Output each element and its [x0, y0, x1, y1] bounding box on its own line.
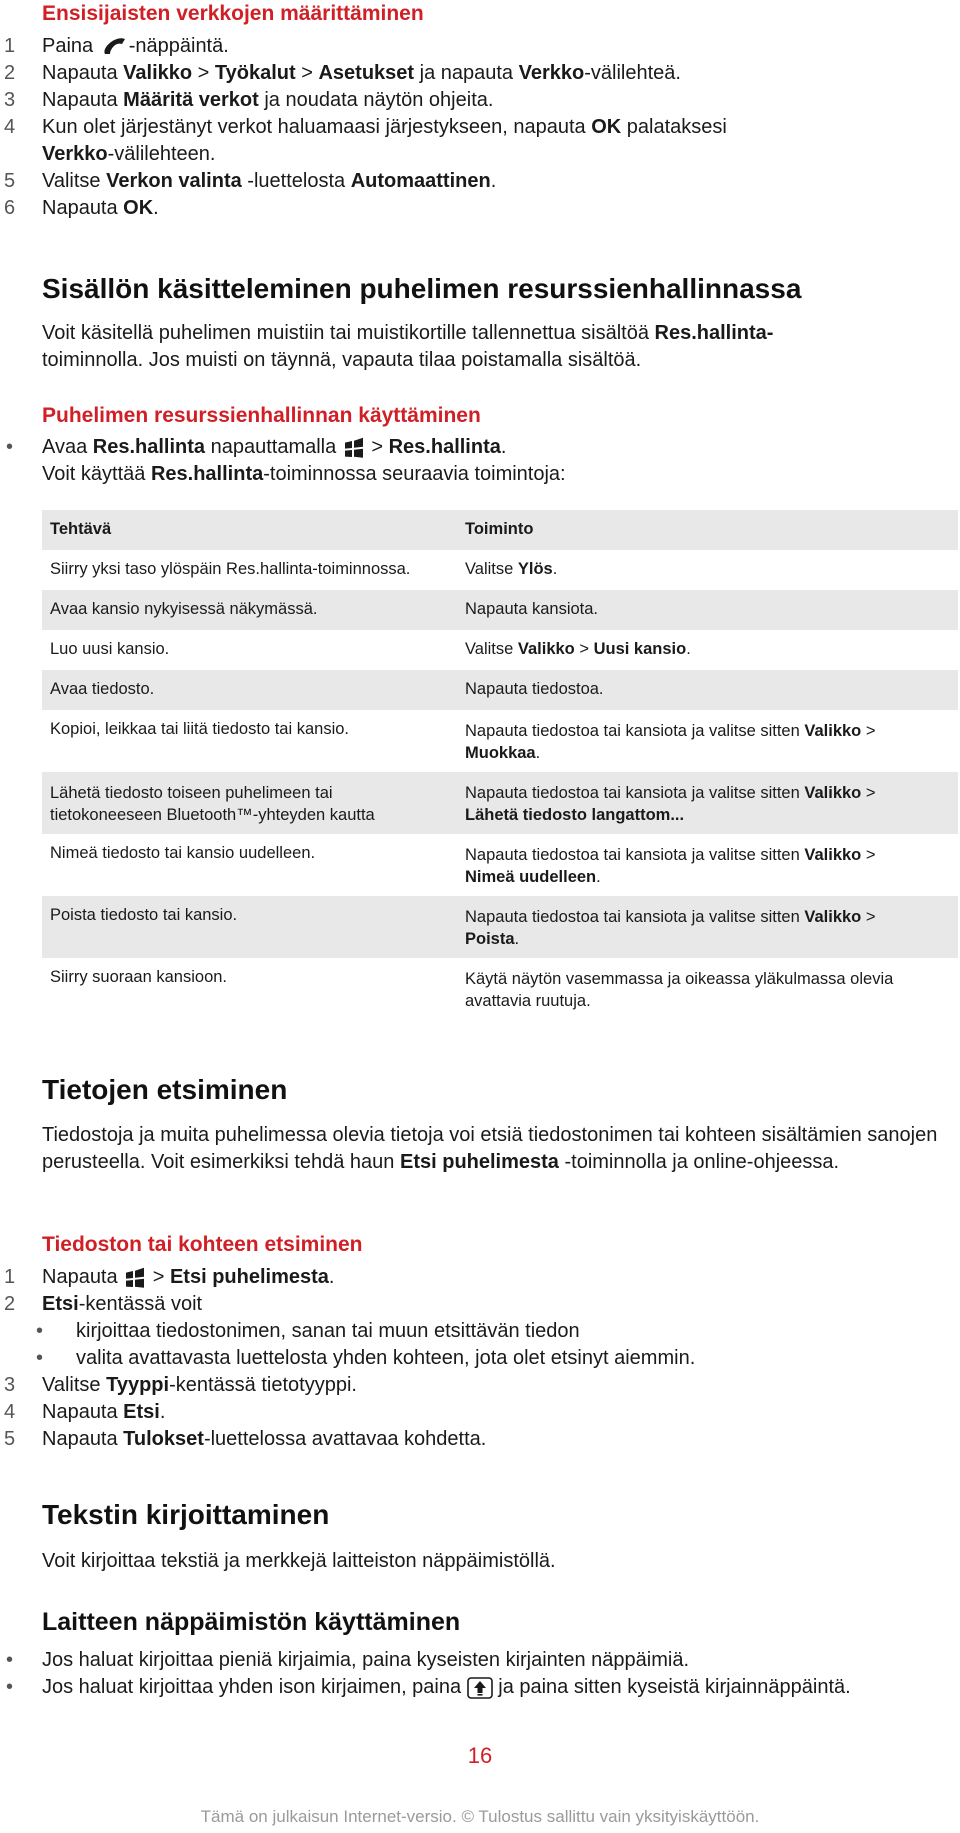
- file-manager-intro: [42, 320, 942, 374]
- row-action: [465, 640, 691, 659]
- intro-text: Voit käsitellä puhelimen muistiin tai muistikortille tallennettua sisältöä: [42, 322, 655, 344]
- action-term: Muokkaa: [465, 744, 536, 762]
- step-text: Kun olet järjestänyt verkot haluamaasi järjestykseen, napauta: [42, 116, 592, 138]
- windows-start-icon: [342, 437, 366, 459]
- table-row: [42, 896, 958, 958]
- step-text: -välilehteä.: [584, 62, 681, 84]
- step-number: 1: [4, 35, 16, 57]
- row-task: Luo uusi kansio.: [50, 640, 170, 658]
- step-4: [0, 114, 930, 168]
- menu-term: Automaattinen: [350, 170, 491, 192]
- step-text: Napauta: [42, 1266, 124, 1288]
- column-header-task: Tehtävä: [50, 520, 112, 538]
- menu-term: Tulokset: [123, 1428, 204, 1450]
- section-title: Ensisijaisten verkkojen määrittäminen: [42, 2, 424, 25]
- action-term: Valikko: [804, 908, 862, 926]
- table-row: [42, 710, 958, 772]
- step-text: ja noudata näytön ohjeita.: [258, 89, 494, 111]
- row-task: Lähetä tiedosto toiseen puhelimeen tai tietokoneeseen Bluetooth™-yhteyden kautta: [50, 784, 375, 824]
- step-text: Napauta: [42, 1428, 124, 1450]
- step-2: [0, 1291, 930, 1318]
- bullet-text: kirjoittaa tiedostonimen, sanan tai muun etsittävän tiedon: [76, 1320, 580, 1342]
- step-2: [0, 60, 930, 87]
- keyboard-bullet: [0, 1647, 960, 1674]
- action-text: >: [861, 784, 876, 802]
- table-row: [42, 834, 958, 896]
- intro-text: Tiedostoja ja muita puhelimessa olevia tietoja voi etsiä tiedostonimen tai kohteen sisältämien sanojen perusteella. Voit esimerkiksi tehdä haun: [42, 1124, 938, 1173]
- action-text: .: [535, 744, 541, 762]
- step-text: >: [295, 62, 319, 84]
- menu-term: Verkon valinta: [106, 170, 242, 192]
- search-sub-list: [0, 1318, 930, 1372]
- action-term: Valikko: [804, 846, 862, 864]
- step-number: 2: [4, 1293, 16, 1315]
- action-text: Napauta tiedostoa tai kansiota ja valitse sitten: [465, 908, 805, 926]
- action-term: Valikko: [804, 722, 862, 740]
- bullet-text: napauttamalla: [205, 436, 342, 458]
- bullet-text: Jos haluat kirjoittaa pieniä kirjaimia, paina kyseisten kirjainten näppäimiä.: [42, 1649, 690, 1671]
- step-3: [0, 87, 930, 114]
- step-number: 2: [4, 62, 16, 84]
- row-action: Napauta kansiota.: [465, 600, 599, 618]
- row-action: [465, 782, 945, 826]
- action-text: >: [861, 722, 876, 740]
- column-header-action: Toiminto: [465, 520, 534, 538]
- step-3: [0, 1372, 930, 1399]
- menu-term: Etsi: [42, 1293, 79, 1315]
- step-number: 4: [4, 116, 16, 138]
- step-1: [0, 33, 930, 60]
- section-title-file-manager: Sisällön käsitteleminen puhelimen resurssienhallinnassa: [42, 273, 802, 304]
- bullet-text: Jos haluat kirjoittaa yhden ison kirjaimen, paina: [42, 1676, 467, 1698]
- sub-bullet: [0, 1318, 930, 1345]
- action-text: >: [861, 846, 876, 864]
- text-input-intro: Voit kirjoittaa tekstiä ja merkkejä laitteiston näppäimistöllä.: [42, 1550, 556, 1572]
- row-task: Poista tiedosto tai kansio.: [50, 906, 238, 924]
- action-term: Lähetä tiedosto langattom...: [465, 806, 685, 824]
- bullet-text: ja paina sitten kyseistä kirjainnäppäintä.: [492, 1676, 851, 1698]
- intro-text: -toiminnolla ja online-ohjeessa.: [558, 1151, 840, 1173]
- action-term: Nimeä uudelleen: [465, 868, 597, 886]
- step-number: 3: [4, 1374, 16, 1396]
- menu-term: Työkalut: [214, 62, 296, 84]
- action-term: Valikko: [517, 640, 575, 658]
- search-steps-list-cont: [0, 1372, 930, 1453]
- intro-text: . Jos muisti on täynnä, vapauta tilaa poistamalla sisältöä.: [137, 349, 642, 371]
- action-text: .: [552, 560, 558, 578]
- row-action: [465, 560, 557, 579]
- app-name: Res.hallinta: [92, 436, 206, 458]
- bullet-text: .: [500, 436, 507, 458]
- shift-key-icon: [467, 1677, 493, 1699]
- action-text: Valitse: [465, 640, 518, 658]
- step-text: Napauta: [42, 62, 124, 84]
- section-title-text-input: Tekstin kirjoittaminen: [42, 1499, 330, 1530]
- step-text: Valitse: [42, 170, 107, 192]
- steps-list: [0, 33, 930, 222]
- app-name: Res.hallinta: [150, 463, 264, 485]
- table-row: [42, 772, 958, 834]
- menu-term: OK: [123, 197, 154, 219]
- bullet-dot: •: [6, 1676, 14, 1698]
- step-number: 4: [4, 1401, 16, 1423]
- bullet-dot: •: [36, 1347, 44, 1369]
- actions-table: [42, 510, 958, 1013]
- line-text: -toiminnossa seuraavia toimintoja:: [263, 463, 566, 485]
- step-text: .: [153, 197, 159, 219]
- step-4: [0, 1399, 930, 1426]
- row-task: Siirry suoraan kansioon.: [50, 968, 228, 986]
- usage-line: [42, 461, 566, 488]
- menu-term: OK: [591, 116, 622, 138]
- action-text: Valitse: [465, 560, 518, 578]
- step-5: [0, 1426, 930, 1453]
- step-text: >: [147, 1266, 170, 1288]
- action-text: >: [861, 908, 876, 926]
- step-number: 5: [4, 1428, 16, 1450]
- menu-term: Määritä verkot: [123, 89, 259, 111]
- step-number: 3: [4, 89, 16, 111]
- action-text: .: [686, 640, 691, 658]
- bullet-text: valita avattavasta luettelosta yhden kohteen, jota olet etsinyt aiemmin.: [76, 1347, 696, 1369]
- step-text: Napauta: [42, 197, 124, 219]
- menu-term: Verkko: [518, 62, 585, 84]
- step-text: -näppäintä.: [128, 35, 229, 57]
- step-text: Napauta: [42, 1401, 124, 1423]
- keyboard-list: [0, 1647, 960, 1701]
- action-term: Ylös: [517, 560, 553, 578]
- app-name: Etsi puhelimesta: [399, 1151, 559, 1173]
- menu-term: Tyyppi: [106, 1374, 170, 1396]
- action-text: .: [514, 930, 520, 948]
- line-text: Voit käyttää: [42, 463, 151, 485]
- action-text: .: [596, 868, 601, 886]
- step-text: -kentässä voit: [78, 1293, 203, 1315]
- row-action: Käytä näytön vasemmassa ja oikeassa yläkulmassa olevia avattavia ruutuja.: [465, 970, 894, 1010]
- menu-term: Etsi: [123, 1401, 160, 1423]
- usage-list: [0, 434, 930, 461]
- menu-term: Valikko: [123, 62, 193, 84]
- app-name: Res.hallinta-: [654, 322, 774, 344]
- row-action: [465, 844, 945, 888]
- keyboard-bullet: [0, 1674, 960, 1701]
- step-text: >: [192, 62, 215, 84]
- subsection-title: Tiedoston tai kohteen etsiminen: [42, 1233, 363, 1256]
- footer-note: Tämä on julkaisun Internet-versio. © Tulostus sallittu vain yksityiskäyttöön.: [200, 1807, 760, 1826]
- step-text: .: [159, 1401, 166, 1423]
- bullet-dot: •: [36, 1320, 44, 1342]
- action-term: Valikko: [804, 784, 862, 802]
- table-row: [42, 590, 958, 630]
- intro-text: toiminnolla: [42, 349, 138, 371]
- bullet-text: >: [365, 436, 389, 458]
- action-text: Napauta tiedostoa tai kansiota ja valitse sitten: [465, 846, 805, 864]
- menu-term: Asetukset: [318, 62, 415, 84]
- step-text: -kentässä tietotyyppi.: [169, 1374, 357, 1396]
- step-text: Paina: [42, 35, 99, 57]
- step-number: 6: [4, 197, 16, 219]
- phone-call-icon: [99, 36, 129, 58]
- subsection-title-keyboard: Laitteen näppäimistön käyttäminen: [42, 1608, 461, 1636]
- section-title-search: Tietojen etsiminen: [42, 1074, 288, 1105]
- step-6: [0, 195, 930, 222]
- windows-start-icon: [123, 1267, 147, 1289]
- row-action: Napauta tiedostoa.: [465, 680, 604, 698]
- row-action: [465, 906, 945, 950]
- sub-bullet: [0, 1345, 930, 1372]
- step-text: -luettelossa avattavaa kohdetta.: [203, 1428, 487, 1450]
- action-text: Napauta tiedostoa tai kansiota ja valitse sitten: [465, 722, 805, 740]
- action-term: Poista: [465, 930, 515, 948]
- bullet-dot: •: [6, 1649, 14, 1671]
- action-text: Napauta tiedostoa tai kansiota ja valitse sitten: [465, 784, 805, 802]
- row-task: Avaa tiedosto.: [50, 680, 155, 698]
- step-text: ja napauta: [414, 62, 519, 84]
- step-number: 1: [4, 1266, 16, 1288]
- step-text: -välilehteen.: [107, 143, 216, 165]
- action-term: Uusi kansio: [593, 640, 687, 658]
- table-row: [42, 670, 958, 710]
- bullet-dot: •: [6, 436, 14, 458]
- table-row: [42, 550, 958, 590]
- table-header-row: [42, 510, 958, 550]
- step-text: .: [328, 1266, 335, 1288]
- row-task: Siirry yksi taso ylöspäin Res.hallinta-toiminnossa.: [50, 560, 411, 578]
- usage-bullet: [0, 434, 930, 461]
- step-5: [0, 168, 930, 195]
- menu-term: Verkko: [42, 143, 108, 165]
- table-row: [42, 958, 958, 1013]
- step-text: palataksesi: [621, 116, 727, 138]
- page-number: 16: [467, 1743, 493, 1768]
- step-text: Valitse: [42, 1374, 107, 1396]
- step-text: -luettelosta: [241, 170, 351, 192]
- app-name: Res.hallinta: [388, 436, 501, 458]
- menu-term: Etsi puhelimesta: [169, 1266, 329, 1288]
- row-task: Kopioi, leikkaa tai liitä tiedosto tai kansio.: [50, 720, 349, 738]
- step-1: [0, 1264, 930, 1291]
- step-text: Napauta: [42, 89, 124, 111]
- step-number: 5: [4, 170, 16, 192]
- row-action: [465, 720, 945, 764]
- row-task: Nimeä tiedosto tai kansio uudelleen.: [50, 844, 316, 862]
- bullet-text: Avaa: [42, 436, 93, 458]
- action-text: >: [574, 640, 594, 658]
- search-steps-list: [0, 1264, 930, 1318]
- step-text: .: [490, 170, 497, 192]
- search-intro: [42, 1122, 960, 1176]
- table-row: [42, 630, 958, 670]
- subsection-title: Puhelimen resurssienhallinnan käyttäminen: [42, 404, 481, 427]
- row-task: Avaa kansio nykyisessä näkymässä.: [50, 600, 318, 618]
